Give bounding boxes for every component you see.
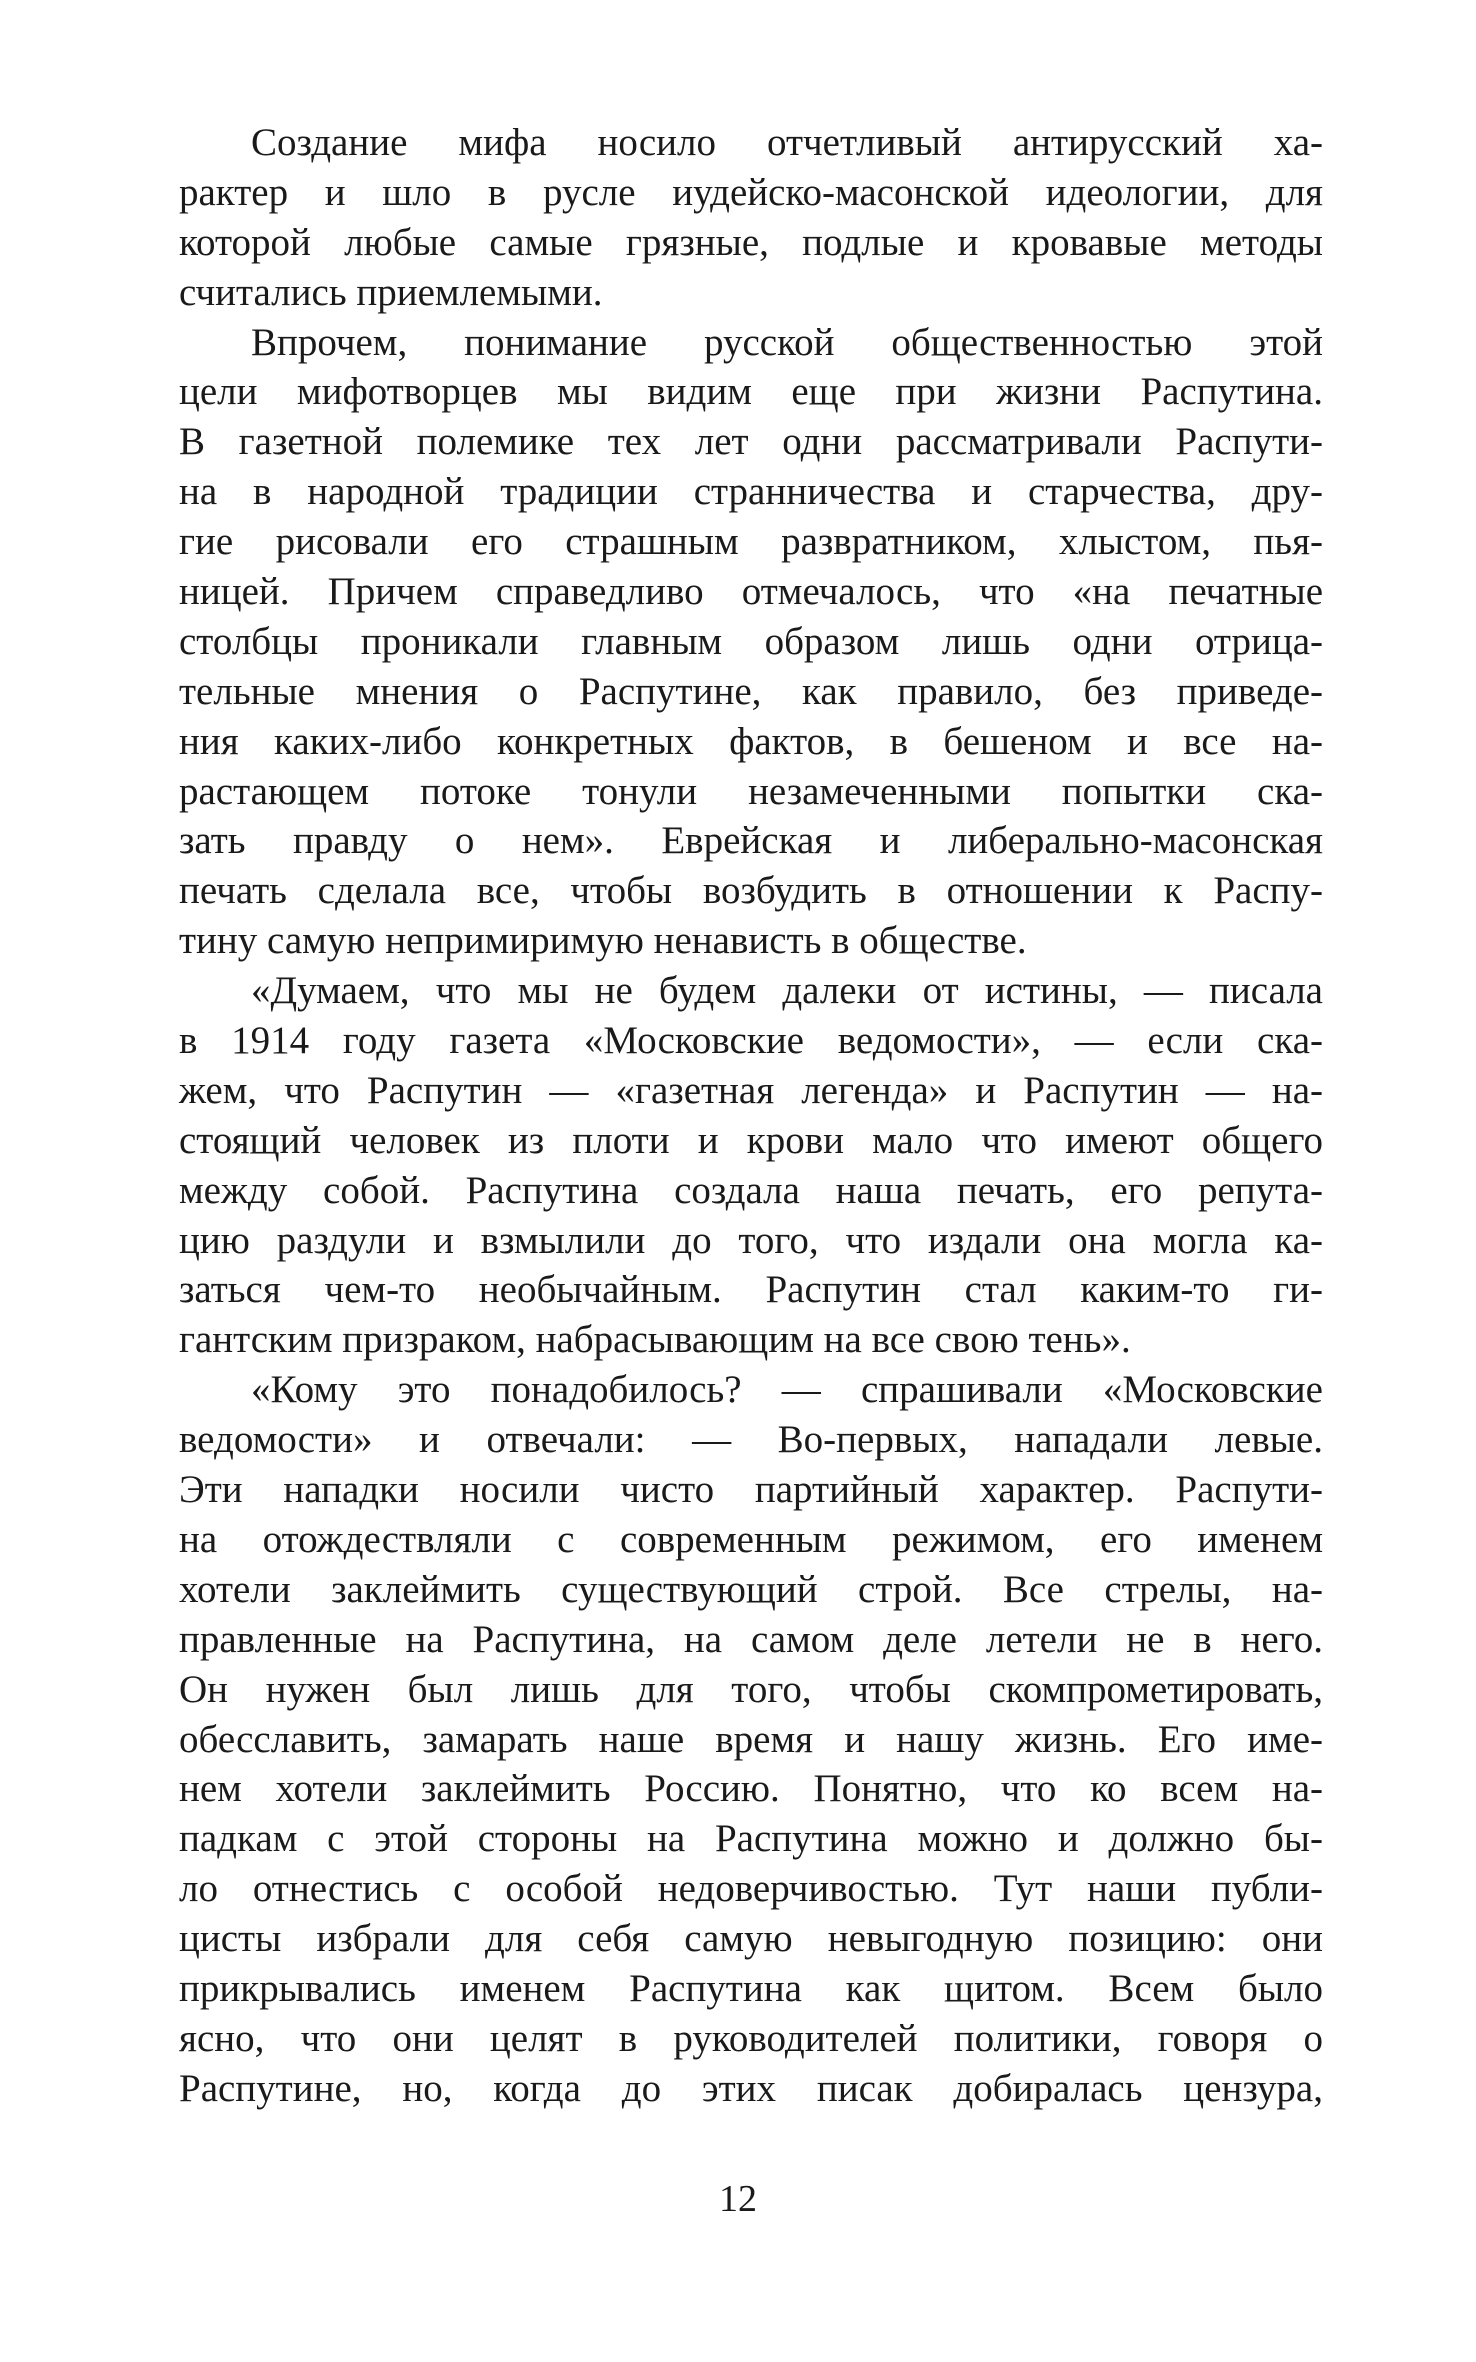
text-line: Эти нападки носили чисто партийный характер. Распути- xyxy=(179,1468,1323,1512)
text-line: Распутине, но, когда до этих писак добиралась цензура, xyxy=(179,2066,1323,2110)
text-line: заться чем-то необычайным. Распутин стал каким-то ги- xyxy=(179,1268,1323,1312)
book-page-text xyxy=(179,118,1323,2114)
text-line: ния каких-либо конкретных фактов, в бешеном и все на- xyxy=(179,719,1323,763)
paragraph xyxy=(179,318,1323,967)
text-line: печать сделала все, чтобы возбудить в отношении к Распу- xyxy=(179,869,1323,913)
text-line: между собой. Распутина создала наша печать, его репута- xyxy=(179,1168,1323,1212)
text-line: ницей. Причем справедливо отмечалось, что «на печатные xyxy=(179,570,1323,614)
text-line: прикрывались именем Распутина как щитом. Всем было xyxy=(179,1966,1323,2010)
paragraph xyxy=(179,118,1323,318)
paragraph xyxy=(179,1365,1323,2113)
text-line: на отождествляли с современным режимом, его именем xyxy=(179,1517,1323,1561)
page-number: 12 xyxy=(719,2178,757,2220)
text-line: обесславить, замарать наше время и нашу жизнь. Его име- xyxy=(179,1717,1323,1761)
text-line: стоящий человек из плоти и крови мало что имеют общего xyxy=(179,1118,1323,1162)
text-line: «Кому это понадобилось? — спрашивали «Московские xyxy=(251,1368,1323,1412)
text-line: правленные на Распутина, на самом деле летели не в него. xyxy=(179,1617,1323,1661)
text-line: гантским призраком, набрасывающим на все свою тень». xyxy=(179,1318,1131,1362)
text-line: считались приемлемыми. xyxy=(179,270,603,314)
text-line: которой любые самые грязные, подлые и кровавые методы xyxy=(179,220,1323,264)
text-line: Он нужен был лишь для того, чтобы скомпрометировать, xyxy=(179,1667,1323,1711)
text-line: тельные мнения о Распутине, как правило, без приведе- xyxy=(179,669,1323,713)
text-line: хотели заклеймить существующий строй. Все стрелы, на- xyxy=(179,1567,1323,1611)
text-line: ясно, что они целят в руководителей политики, говоря о xyxy=(179,2016,1323,2060)
text-line: Впрочем, понимание русской общественностью этой xyxy=(251,320,1323,364)
text-line: рактер и шло в русле иудейско-масонской идеологии, для xyxy=(179,170,1323,214)
text-line: ведомости» и отвечали: — Во-первых, нападали левые. xyxy=(179,1418,1323,1462)
text-line: Создание мифа носило отчетливый антирусский ха- xyxy=(251,121,1323,164)
text-line: тину самую непримиримую ненависть в обществе. xyxy=(179,919,1027,963)
text-line: цисты избрали для себя самую невыгодную позицию: они xyxy=(179,1917,1323,1961)
text-line: В газетной полемике тех лет одни рассматривали Распути- xyxy=(179,420,1323,464)
text-line: зать правду о нем». Еврейская и либерально-масонская xyxy=(179,819,1323,863)
text-line: в 1914 году газета «Московские ведомости», — если ска- xyxy=(179,1019,1323,1063)
text-line: нем хотели заклеймить Россию. Понятно, что ко всем на- xyxy=(179,1767,1323,1811)
text-line: падкам с этой стороны на Распутина можно и должно бы- xyxy=(179,1817,1323,1861)
text-line: растающем потоке тонули незамеченными попытки ска- xyxy=(179,769,1323,813)
text-line: жем, что Распутин — «газетная легенда» и Распутин — на- xyxy=(179,1068,1323,1112)
text-line: «Думаем, что мы не будем далеки от истины, — писала xyxy=(251,969,1323,1013)
text-line: столбцы проникали главным образом лишь одни отрица- xyxy=(179,619,1323,663)
text-line: цели мифотворцев мы видим еще при жизни Распутина. xyxy=(179,370,1323,414)
paragraph xyxy=(179,966,1323,1365)
text-line: гие рисовали его страшным развратником, хлыстом, пья- xyxy=(179,520,1323,564)
text-line: цию раздули и взмылили до того, что издали она могла ка- xyxy=(179,1218,1323,1262)
text-line: ло отнестись с особой недоверчивостью. Тут наши публи- xyxy=(179,1867,1323,1911)
text-line: на в народной традиции странничества и старчества, дру- xyxy=(179,470,1323,514)
